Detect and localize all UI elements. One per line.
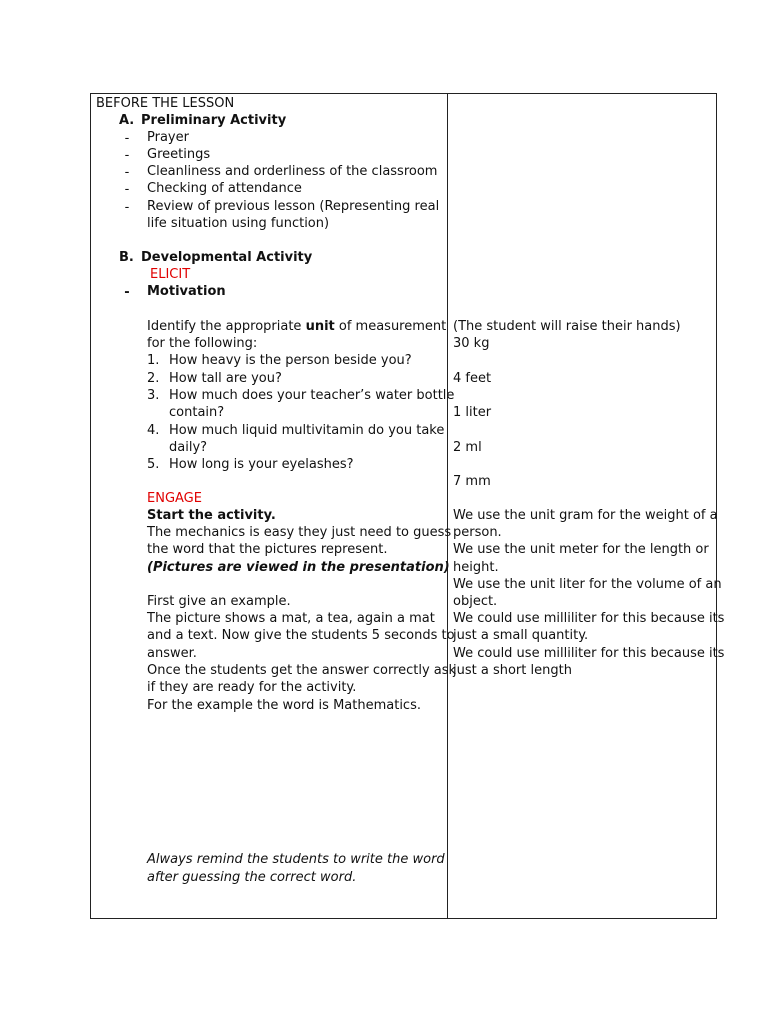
bullet-dash: -: [124, 131, 130, 146]
example-text: Once the students get the answer correctly ask: [147, 663, 457, 678]
answer-item: 4 feet: [453, 371, 492, 386]
explanation-text: We use the unit gram for the weight of a: [453, 508, 718, 523]
question-text: How heavy is the person beside you?: [169, 353, 412, 368]
bullet-dash: -: [124, 182, 130, 197]
question-number: 4.: [147, 423, 160, 438]
raise-hands-response: (The student will raise their hands): [453, 319, 681, 334]
example-text: First give an example.: [147, 594, 291, 609]
explanation-text: object.: [453, 594, 498, 609]
reminder-text: Always remind the students to write the word: [147, 852, 445, 867]
answer-item: 2 ml: [453, 440, 482, 455]
prelim-item: Cleanliness and orderliness of the classroom: [147, 164, 438, 179]
prelim-item: Greetings: [147, 147, 211, 162]
section-a-marker: A.: [119, 113, 135, 128]
pictures-note: (Pictures are viewed in the presentation): [147, 560, 450, 575]
example-text: The picture shows a mat, a tea, again a mat: [147, 611, 435, 626]
lesson-plan-table: [90, 93, 725, 919]
prelim-item: Checking of attendance: [147, 181, 302, 196]
motivation-heading: Motivation: [147, 284, 226, 299]
question-number: 2.: [147, 371, 160, 386]
identify-instruction-continued: for the following:: [147, 336, 258, 351]
question-text: How much liquid multivitamin do you take: [169, 423, 445, 438]
question-text-continued: contain?: [169, 405, 225, 420]
reminder-text: after guessing the correct word.: [147, 870, 357, 885]
example-text: For the example the word is Mathematics.: [147, 698, 421, 713]
elicit-label: ELICIT: [150, 267, 191, 282]
bullet-dash: -: [124, 285, 130, 300]
example-text: and a text. Now give the students 5 seconds to: [147, 628, 455, 643]
answer-item: 7 mm: [453, 474, 491, 489]
section-b-marker: B.: [119, 250, 134, 265]
before-lesson-heading: BEFORE THE LESSON: [96, 96, 235, 111]
explanation-text: person.: [453, 525, 502, 540]
prelim-item: Review of previous lesson (Representing real: [147, 199, 440, 214]
engage-label: ENGAGE: [147, 491, 202, 506]
question-number: 3.: [147, 388, 160, 403]
answer-item: 1 liter: [453, 405, 492, 420]
explanation-text: just a small quantity.: [453, 628, 589, 643]
column-divider: [447, 94, 448, 918]
bullet-dash: -: [124, 148, 130, 163]
explanation-text: We could use milliliter for this because its: [453, 611, 725, 626]
answer-item: 30 kg: [453, 336, 490, 351]
question-number: 5.: [147, 457, 160, 472]
prelim-item: Prayer: [147, 130, 189, 145]
explanation-text: We use the unit liter for the volume of an: [453, 577, 722, 592]
question-text: How tall are you?: [169, 371, 282, 386]
explanation-text: height.: [453, 560, 499, 575]
bullet-dash: -: [124, 200, 130, 215]
section-a-title: Preliminary Activity: [141, 113, 287, 128]
mechanics-text: the word that the pictures represent.: [147, 542, 388, 557]
question-number: 1.: [147, 353, 160, 368]
question-text: How much does your teacher’s water bottle: [169, 388, 455, 403]
identify-instruction: Identify the appropriate unit of measurement: [147, 319, 447, 334]
mechanics-text: The mechanics is easy they just need to guess: [147, 525, 452, 540]
explanation-text: We could use milliliter for this because its: [453, 646, 725, 661]
question-text-continued: daily?: [169, 440, 208, 455]
section-b-title: Developmental Activity: [141, 250, 313, 265]
explanation-text: just a short length: [453, 663, 572, 678]
bullet-dash: -: [124, 165, 130, 180]
start-activity-heading: Start the activity.: [147, 508, 276, 523]
explanation-text: We use the unit meter for the length or: [453, 542, 709, 557]
example-text: answer.: [147, 646, 197, 661]
prelim-item-continued: life situation using function): [147, 216, 330, 231]
question-text: How long is your eyelashes?: [169, 457, 354, 472]
example-text: if they are ready for the activity.: [147, 680, 357, 695]
